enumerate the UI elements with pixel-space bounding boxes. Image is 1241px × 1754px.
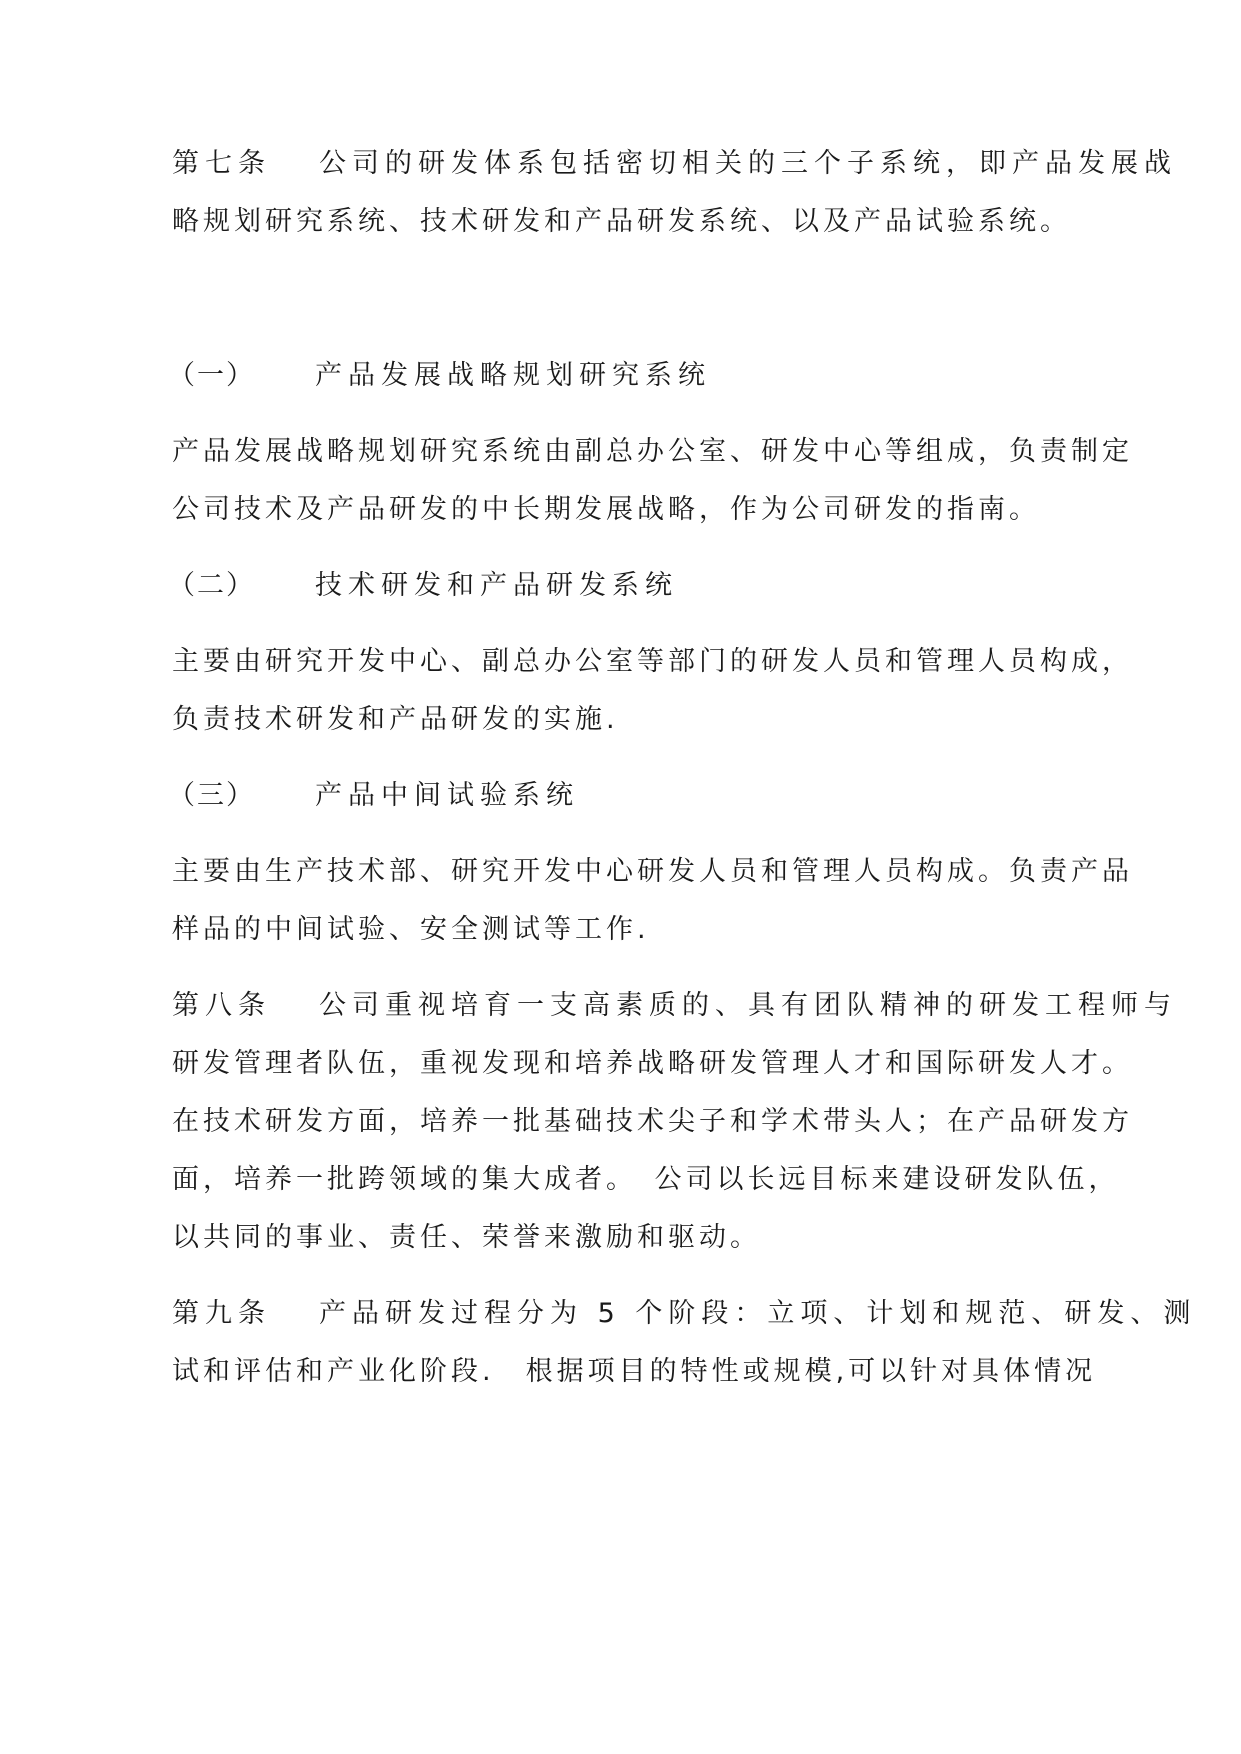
section-1-heading bbox=[168, 356, 1068, 396]
article-7-line-2: 略规划研究系统、技术研发和产品研发系统、以及产品试验系统。 bbox=[172, 206, 1071, 237]
section-2-heading bbox=[168, 566, 1068, 606]
article-9-label: 第九条 bbox=[172, 1298, 271, 1329]
section-3-heading bbox=[168, 776, 1068, 816]
article-7-text: 公司的研发体系包括密切相关的三个子系统，即产品发展战 bbox=[319, 148, 1177, 179]
section-2-line-2: 负责技术研发和产品研发的实施. bbox=[172, 704, 619, 735]
section-1-line-1: 产品发展战略规划研究系统由副总办公室、研发中心等组成，负责制定 bbox=[172, 436, 1133, 467]
section-2-label: （二） bbox=[168, 570, 255, 601]
section-3-title: 产品中间试验系统 bbox=[315, 780, 579, 811]
article-8-line-2: 研发管理者队伍，重视发现和培养战略研发管理人才和国际研发人才。 bbox=[172, 1048, 1133, 1079]
section-3-label: （三） bbox=[168, 780, 255, 811]
article-8-line-5: 以共同的事业、责任、荣誉来激励和驱动。 bbox=[172, 1222, 761, 1253]
section-1-label: （一） bbox=[168, 360, 255, 391]
article-8-label: 第八条 bbox=[172, 990, 271, 1021]
article-8-text: 公司重视培育一支高素质的、具有团队精神的研发工程师与 bbox=[319, 990, 1177, 1021]
section-1-title: 产品发展战略规划研究系统 bbox=[315, 360, 711, 391]
section-3-line-2: 样品的中间试验、安全测试等工作. bbox=[172, 914, 650, 945]
article-9-line-1 bbox=[172, 1294, 1197, 1334]
article-7-label: 第七条 bbox=[172, 148, 271, 179]
section-3-line-1: 主要由生产技术部、研究开发中心研发人员和管理人员构成。负责产品 bbox=[172, 856, 1133, 887]
article-8-line-4: 面，培养一批跨领域的集大成者。 公司以长远目标来建设研发队伍， bbox=[172, 1164, 1120, 1195]
article-8-line-1 bbox=[172, 986, 1177, 1026]
section-1-line-2: 公司技术及产品研发的中长期发展战略，作为公司研发的指南。 bbox=[172, 494, 1040, 525]
section-2-line-1: 主要由研究开发中心、副总办公室等部门的研发人员和管理人员构成， bbox=[172, 646, 1133, 677]
article-8-line-3: 在技术研发方面，培养一批基础技术尖子和学术带头人；在产品研发方 bbox=[172, 1106, 1133, 1137]
article-9-text: 产品研发过程分为 5 个阶段：立项、计划和规范、研发、测 bbox=[319, 1298, 1197, 1329]
section-2-title: 技术研发和产品研发系统 bbox=[315, 570, 678, 601]
article-9-line-2: 试和评估和产业化阶段. 根据项目的特性或规模,可以针对具体情况 bbox=[172, 1356, 1097, 1387]
article-7-line-1 bbox=[172, 144, 1177, 184]
